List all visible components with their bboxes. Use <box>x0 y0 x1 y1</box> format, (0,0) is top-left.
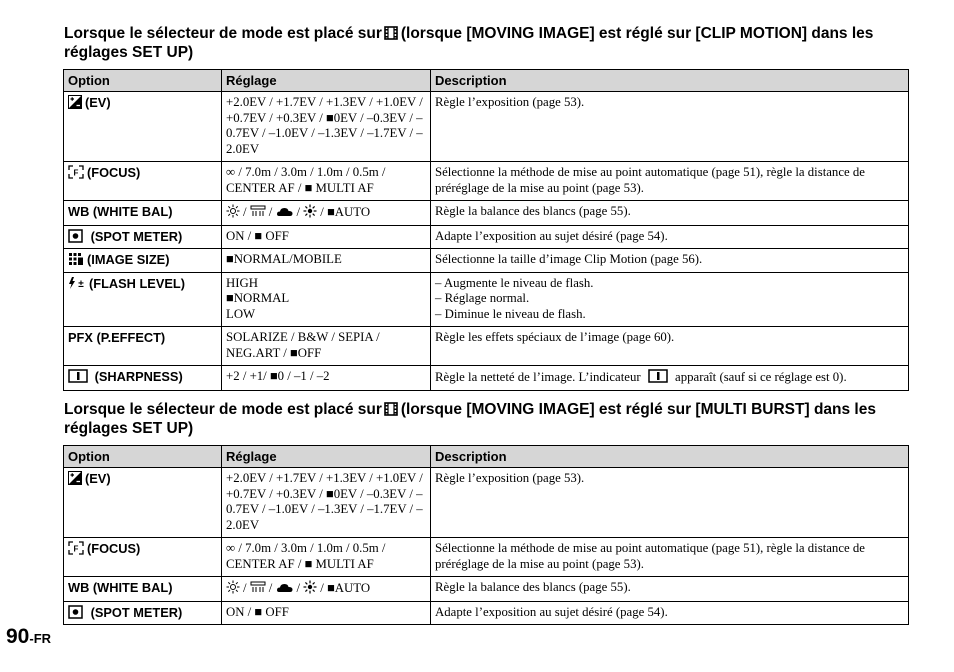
reglage-cell: ∞ / 7.0m / 3.0m / 1.0m / 0.5m / CENTER AF / ■ MULTI AF <box>222 162 431 201</box>
description-line: – Augmente le niveau de flash. <box>435 275 594 290</box>
description-line: – Réglage normal. <box>435 291 530 305</box>
description-cell: Règle les effets spéciaux de l’image (page 60). <box>431 327 909 366</box>
reglage-cell: / / / / ■AUTO <box>222 577 431 602</box>
flash-level-icon <box>68 276 86 290</box>
description-cell: Sélectionne la méthode de mise au point automatique (page 51), règle la distance de préréglage de la mise au point (page 53). <box>431 162 909 201</box>
section-1-heading: Lorsque le sélecteur de mode est placé sur (lorsque [MOVING IMAGE] est réglé sur [CLIP MOTION] dans les réglages SET UP) <box>64 25 874 61</box>
option-cell: ± (FLASH LEVEL) <box>64 272 222 327</box>
reglage-cell: ■NORMAL/MOBILE <box>222 249 431 273</box>
table-row <box>64 538 909 577</box>
option-cell: (SPOT METER) <box>64 225 222 249</box>
description-cell: Règle l’exposition (page 53). <box>431 92 909 162</box>
column-header-description: Description <box>431 446 909 468</box>
spot-meter-icon <box>68 605 84 619</box>
table-row <box>64 201 909 226</box>
reglage-cell: SOLARIZE / B&W / SEPIA / NEG.ART / ■OFF <box>222 327 431 366</box>
wb-incandescent-icon <box>303 580 317 594</box>
film-icon <box>384 402 398 416</box>
reglage-cell <box>222 272 431 327</box>
option-cell: (IMAGE SIZE) <box>64 249 222 273</box>
image-size-icon <box>68 252 84 266</box>
wb-daylight-icon <box>226 204 240 218</box>
wb-incandescent-icon <box>303 204 317 218</box>
table-header-row <box>64 446 909 468</box>
svg-text:F: F <box>73 168 79 178</box>
description-cell: Règle la netteté de l’image. L’indicateur apparaît (sauf si ce réglage est 0). <box>431 366 909 391</box>
wb-daylight-icon <box>226 580 240 594</box>
option-cell: (EV) <box>64 92 222 162</box>
column-header-reglage: Réglage <box>222 446 431 468</box>
table-header-row <box>64 70 909 92</box>
page-number <box>6 625 51 649</box>
description-cell: Règle la balance des blancs (page 55). <box>431 201 909 226</box>
settings-table-clip-motion <box>63 69 909 391</box>
table-row <box>64 366 909 391</box>
option-cell: (EV) <box>64 468 222 538</box>
reglage-cell: +2 / +1/ ■0 / –1 / –2 <box>222 366 431 391</box>
reglage-cell: ∞ / 7.0m / 3.0m / 1.0m / 0.5m / CENTER AF / ■ MULTI AF <box>222 538 431 577</box>
settings-table-multi-burst <box>63 445 909 625</box>
focus-icon <box>68 541 84 555</box>
description-cell: Sélectionne la taille d’image Clip Motion (page 56). <box>431 249 909 273</box>
column-header-option: Option <box>64 70 222 92</box>
wb-cloudy-icon <box>276 580 294 594</box>
column-header-description: Description <box>431 70 909 92</box>
option-cell: WB (WHITE BAL) <box>64 201 222 226</box>
ev-icon <box>68 471 82 485</box>
table-row <box>64 162 909 201</box>
table-row <box>64 601 909 625</box>
description-cell: Adapte l’exposition au sujet désiré (page 54). <box>431 601 909 625</box>
option-cell: (SPOT METER) <box>64 601 222 625</box>
table-row <box>64 249 909 273</box>
description-cell: Règle la balance des blancs (page 55). <box>431 577 909 602</box>
sharpness-icon <box>68 369 88 383</box>
wb-cloudy-icon <box>276 204 294 218</box>
reglage-cell: ON / ■ OFF <box>222 225 431 249</box>
sharpness-indicator-icon <box>648 369 668 383</box>
option-cell: F (FOCUS) <box>64 538 222 577</box>
table-row <box>64 468 909 538</box>
spot-meter-icon <box>68 229 84 243</box>
table-row <box>64 327 909 366</box>
table-row <box>64 92 909 162</box>
svg-text:F: F <box>73 544 79 554</box>
description-line: – Diminue le niveau de flash. <box>435 306 586 321</box>
page-number-value: 90 <box>6 625 30 648</box>
wb-fluorescent-icon <box>250 580 266 594</box>
option-cell: WB (WHITE BAL) <box>64 577 222 602</box>
reglage-cell: ON / ■ OFF <box>222 601 431 625</box>
reglage-cell: +2.0EV / +1.7EV / +1.3EV / +1.0EV / +0.7EV / +0.3EV / ■0EV / –0.3EV / –0.7EV / –1.0EV / –1.3EV / –1.7EV / –2.0EV <box>222 92 431 162</box>
page-number-suffix: -FR <box>29 631 52 646</box>
description-cell <box>431 272 909 327</box>
table-row <box>64 577 909 602</box>
description-cell: Règle l’exposition (page 53). <box>431 468 909 538</box>
section-2-heading: Lorsque le sélecteur de mode est placé sur (lorsque [MOVING IMAGE] est réglé sur [MULTI BURST] dans les réglages SET UP) <box>64 401 876 437</box>
description-cell: Sélectionne la méthode de mise au point automatique (page 51), règle la distance de préréglage de la mise au point (page 53). <box>431 538 909 577</box>
option-cell: PFX (P.EFFECT) <box>64 327 222 366</box>
description-cell: Adapte l’exposition au sujet désiré (page 54). <box>431 225 909 249</box>
column-header-option: Option <box>64 446 222 468</box>
reglage-cell: +2.0EV / +1.7EV / +1.3EV / +1.0EV / +0.7EV / +0.3EV / ■0EV / –0.3EV / –0.7EV / –1.0EV / –1.3EV / –1.7EV / –2.0EV <box>222 468 431 538</box>
reglage-line: HIGH <box>226 275 258 290</box>
column-header-reglage: Réglage <box>222 70 431 92</box>
ev-icon <box>68 95 82 109</box>
focus-icon <box>68 165 84 179</box>
wb-fluorescent-icon <box>250 204 266 218</box>
table-row <box>64 225 909 249</box>
table-row <box>64 272 909 327</box>
reglage-cell: / / / / ■AUTO <box>222 201 431 226</box>
reglage-line: LOW <box>226 306 256 321</box>
option-cell: F (FOCUS) <box>64 162 222 201</box>
svg-text:±: ± <box>78 278 84 290</box>
film-icon <box>384 26 398 40</box>
option-cell: (SHARPNESS) <box>64 366 222 391</box>
reglage-line: ■NORMAL <box>226 291 290 305</box>
